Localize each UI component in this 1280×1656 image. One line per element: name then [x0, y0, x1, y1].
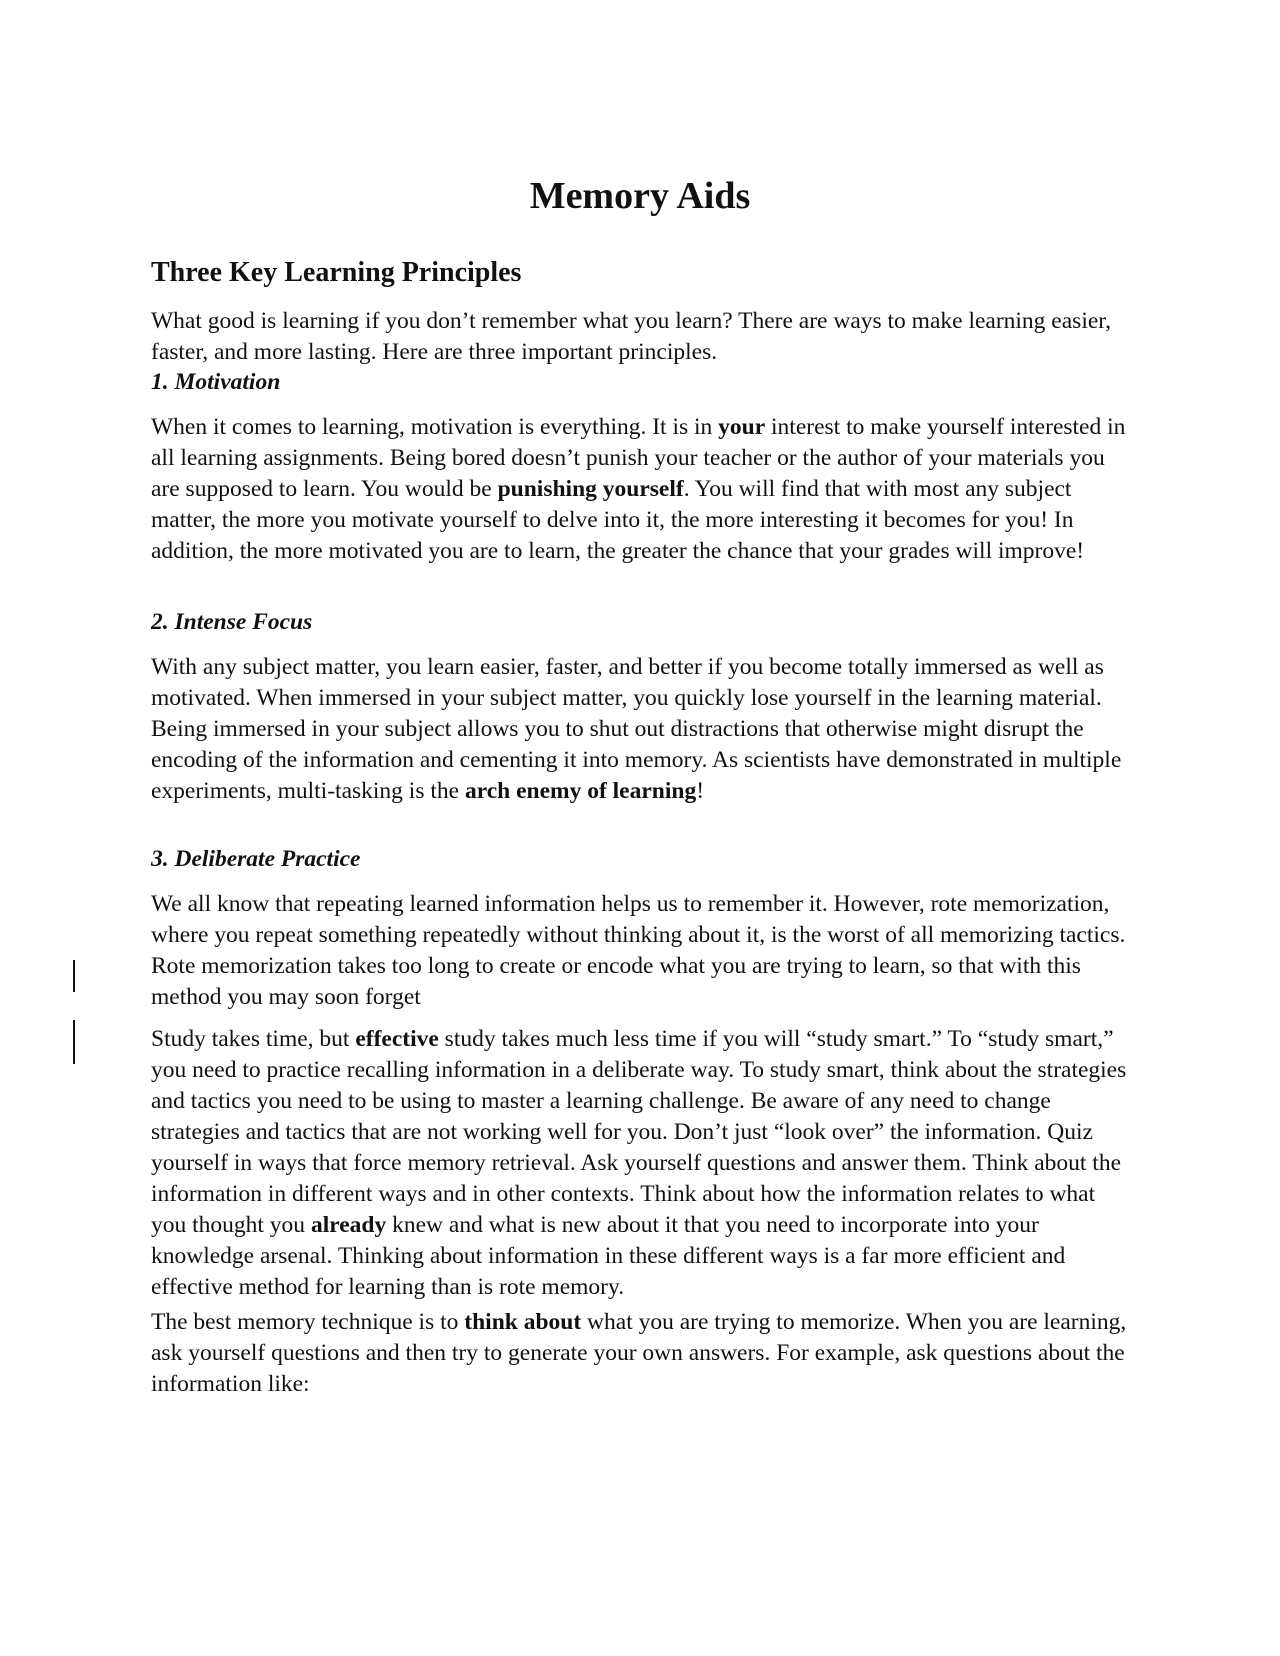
text-run: When it comes to learning, motivation is everything. It is in: [151, 414, 719, 440]
bold-text: effective: [355, 1026, 439, 1052]
text-run: knew and what is new about it that you need to incorporate into your knowledge arsenal. Thinking about information in these different ways is a far more efficient and effective method for learning than is rote memory.: [151, 1212, 1066, 1300]
subheading-deliberate-practice: 3. Deliberate Practice: [151, 846, 361, 872]
text-run: !: [696, 778, 705, 804]
paragraph-best-technique: [151, 1307, 1136, 1400]
bold-text: arch enemy of learning: [464, 778, 697, 804]
text-run: what you are trying to memorize. When you are learning, ask yourself questions and then try to generate your own answers. For example, ask questions about the information like:: [151, 1309, 1127, 1397]
bold-text: your: [718, 414, 766, 440]
bold-text: think about: [464, 1309, 582, 1335]
subheading-motivation: 1. Motivation: [151, 369, 281, 395]
text-run: Study takes time, but: [151, 1026, 356, 1052]
paragraph-rote-memorization: We all know that repeating learned information helps us to remember it. However, rote memorization, where you repeat something repeatedly without thinking about it, is the worst of all memorizing tactics. Rote memorization takes too long to create or encode what you are trying to learn, so that with this method you may soon forget: [151, 891, 1126, 1010]
text-run: With any subject matter, you learn easier, faster, and better if you become totally immersed as well as motivated. When immersed in your subject matter, you quickly lose yourself in the learning material. Being immersed in your subject allows you to shut out distractions that otherwise might disrupt the encoding of the information and cementing it into memory. As scientists have demonstrated in multiple experiments, multi-tasking is the: [151, 654, 1122, 804]
paragraph-motivation: [151, 412, 1136, 567]
section-heading: Three Key Learning Principles: [151, 257, 522, 288]
paragraph-study-smart: [151, 1024, 1136, 1303]
text-run: interest to make yourself interested in all learning assignments. Being bored doesn’t punish your teacher or the author of your materials you are supposed to learn. You would be: [151, 414, 1126, 502]
revision-change-bar: [73, 960, 75, 992]
bold-text: punishing yourself: [497, 476, 684, 502]
revision-change-bar: [73, 1020, 75, 1064]
text-run: . You will find that with most any subject matter, the more you motivate yourself to delve into it, the more interesting it becomes for you! In addition, the more motivated you are to learn, the greater the chance that your grades will improve!: [151, 476, 1085, 564]
text-run: The best memory technique is to: [151, 1309, 465, 1335]
paragraph-intense-focus: [151, 652, 1136, 807]
subheading-intense-focus: 2. Intense Focus: [151, 609, 313, 635]
bold-text: already: [310, 1212, 387, 1238]
intro-paragraph: What good is learning if you don’t remember what you learn? There are ways to make learning easier, faster, and more lasting. Here are three important principles.: [151, 308, 1112, 365]
text-run: study takes much less time if you will “study smart.” To “study smart,” you need to practice recalling information in a deliberate way. To study smart, think about the strategies and tactics you need to be using to master a learning challenge. Be aware of any need to change strategies and tactics that are not working well for you. Don’t just “look over” the information. Quiz yourself in ways that force memory retrieval. Ask yourself questions and answer them. Think about the information in different ways and in other contexts. Think about how the information relates to what you thought you: [151, 1026, 1127, 1238]
document-title: Memory Aids: [529, 175, 751, 217]
